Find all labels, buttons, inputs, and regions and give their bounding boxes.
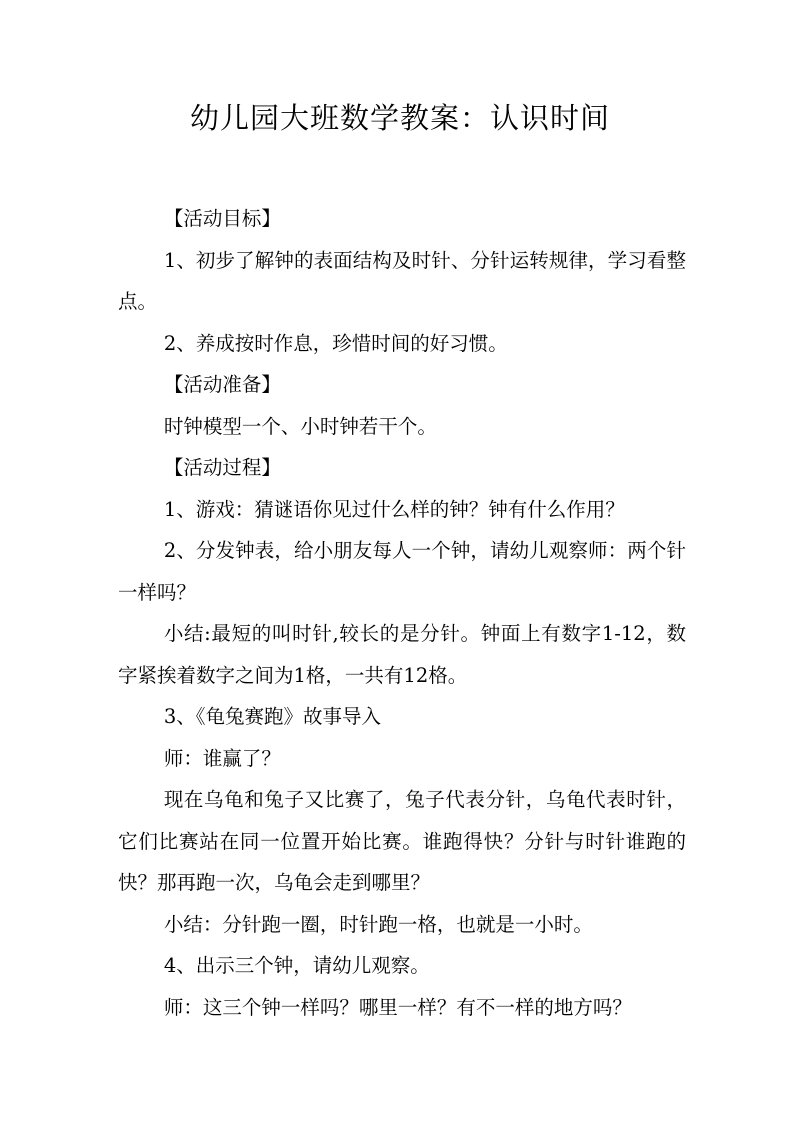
goal-item-1: 1、初步了解钟的表面结构及时针、分针运转规律，学习看整点。 <box>118 248 686 313</box>
section-heading-preparation: 【活动准备】 <box>163 373 281 396</box>
process-step-2: 2、分发钟表，给小朋友每人一个钟，请幼儿观察师：两个针一样吗？ <box>118 539 686 604</box>
story-paragraph: 现在乌龟和兔子又比赛了，兔子代表分针，乌龟代表时针，它们比赛站在同一位置开始比赛。谁跑得快？分针与时针谁跑的快？那再跑一次，乌龟会走到哪里？ <box>118 788 686 894</box>
teacher-question-2: 师：这三个钟一样吗？哪里一样？有不一样的地方吗？ <box>163 995 632 1019</box>
summary-2: 小结：分针跑一圈，时针跑一格，也就是一小时。 <box>163 912 593 936</box>
section-heading-goals: 【活动目标】 <box>163 207 281 230</box>
process-step-3: 3、《龟兔赛跑》故事导入 <box>163 705 381 728</box>
process-step-1: 1、游戏：猜谜语你见过什么样的钟？钟有什么作用？ <box>163 497 625 521</box>
teacher-question-1: 师：谁赢了？ <box>163 746 281 770</box>
document-title: 幼儿园大班数学教案：认识时间 <box>189 101 610 135</box>
section-heading-process: 【活动过程】 <box>163 456 281 479</box>
document-body <box>118 198 686 1028</box>
preparation-text: 时钟模型一个、小时钟若干个。 <box>163 414 437 438</box>
process-step-4: 4、出示三个钟，请幼儿观察。 <box>163 954 430 977</box>
summary-1: 小结:最短的叫时针,较长的是分针。钟面上有数字1-12，数字紧挨着数字之间为1格，一共有12格。 <box>118 622 686 687</box>
goal-item-2: 2、养成按时作息，珍惜时间的好习惯。 <box>163 331 508 355</box>
